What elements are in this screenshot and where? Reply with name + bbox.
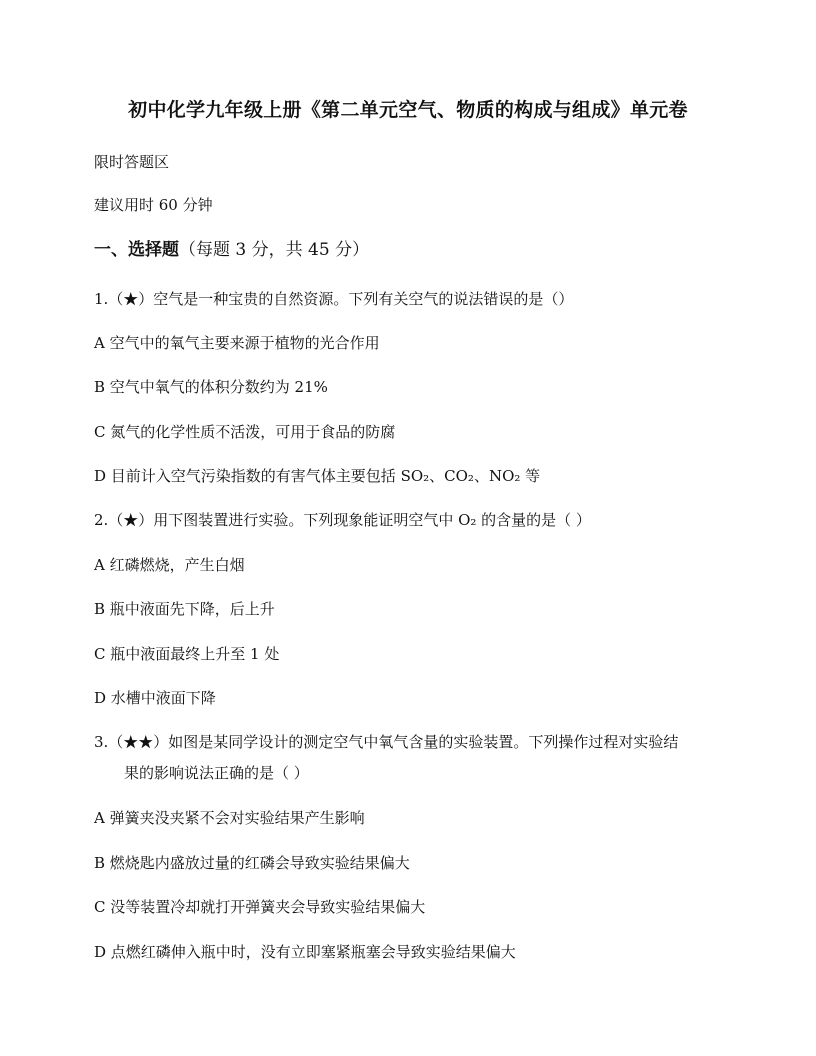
- question-3-option-c: C 没等装置冷却就打开弹簧夹会导致实验结果偏大: [94, 898, 426, 916]
- question-2-option-c: C 瓶中液面最终上升至 1 处: [94, 645, 280, 663]
- zone-label: 限时答题区: [94, 153, 170, 171]
- section-heading: [94, 239, 756, 261]
- question-1-option-c: C 氮气的化学性质不活泼，可用于食品的防腐: [94, 423, 396, 441]
- question-3-stem-line-2: 果的影响说法正确的是（ ）: [124, 764, 309, 782]
- question-3-option-d: D 点燃红磷伸入瓶中时，没有立即塞紧瓶塞会导致实验结果偏大: [94, 943, 516, 961]
- question-3-option-a: A 弹簧夹没夹紧不会对实验结果产生影响: [94, 809, 365, 827]
- question-2-option-a: A 红磷燃烧，产生白烟: [94, 556, 245, 574]
- time-suggestion: 建议用时 60 分钟: [94, 196, 213, 214]
- question-1-option-b: B 空气中氧气的体积分数约为 21%: [94, 378, 328, 396]
- document-title: 初中化学九年级上册《第二单元空气、物质的构成与组成》单元卷: [128, 99, 688, 121]
- question-2-stem: 2.（★）用下图装置进行实验。下列现象能证明空气中 O₂ 的含量的是（ ）: [94, 511, 591, 529]
- section-title: 一、选择题: [94, 240, 179, 260]
- question-2-option-d: D 水槽中液面下降: [94, 689, 216, 707]
- question-3-option-b: B 燃烧匙内盛放过量的红磷会导致实验结果偏大: [94, 854, 410, 872]
- question-1-option-d: D 目前计入空气污染指数的有害气体主要包括 SO₂、CO₂、NO₂ 等: [94, 467, 541, 485]
- question-3-stem-line-1: 3.（★★）如图是某同学设计的测定空气中氧气含量的实验装置。下列操作过程对实验结: [94, 733, 679, 751]
- question-1-stem: 1.（★）空气是一种宝贵的自然资源。下列有关空气的说法错误的是（）: [94, 290, 574, 308]
- question-1-option-a: A 空气中的氧气主要来源于植物的光合作用: [94, 334, 380, 352]
- section-scoring-note: （每题 3 分，共 45 分）: [179, 240, 370, 260]
- question-2-option-b: B 瓶中液面先下降，后上升: [94, 600, 275, 618]
